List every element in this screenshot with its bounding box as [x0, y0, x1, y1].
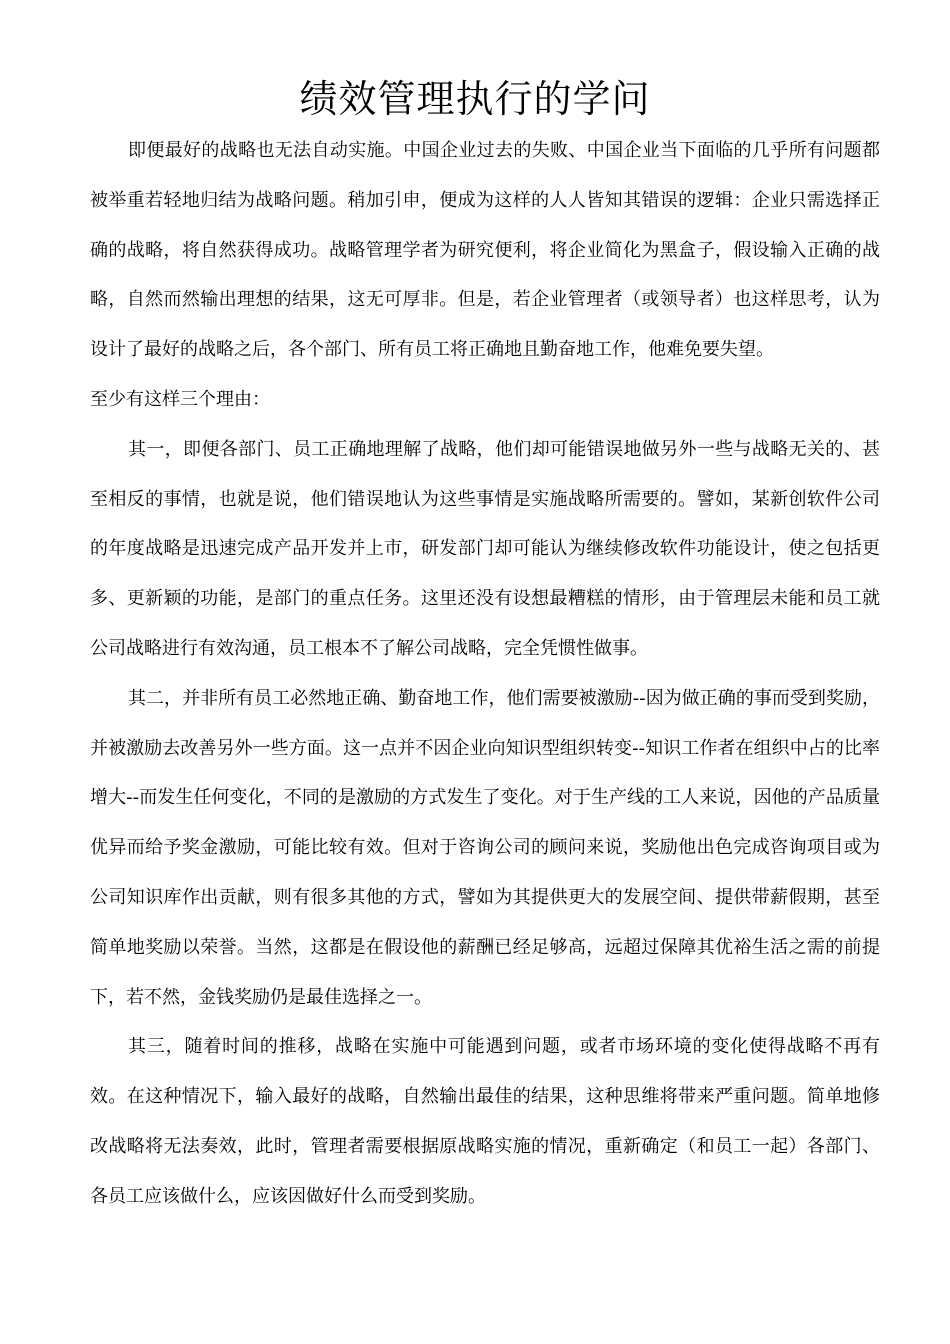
- document-title: 绩效管理执行的学问: [299, 77, 651, 121]
- document-body: [90, 126, 880, 1222]
- paragraph-reasons-lead: 至少有这样三个理由：: [90, 388, 270, 410]
- paragraph-intro: 即便最好的战略也无法自动实施。中国企业过去的失败、中国企业当下面临的几乎所有问题都被举重若轻地归结为战略问题。稍加引申，便成为这样的人人皆知其错误的逻辑：企业只需选择正确的战略，将自然获得成功。战略管理学者为研究便利，将企业简化为黑盒子，假设输入正确的战略，自然而然输出理想的结果，这无可厚非。但是，若企业管理者（或领导者）也这样思考，认为设计了最好的战略之后，各个部门、所有员工将正确地且勤奋地工作，他难免要失望。: [90, 140, 880, 361]
- paragraph-reason-three: 其三，随着时间的推移，战略在实施中可能遇到问题，或者市场环境的变化使得战略不再有效。在这种情况下，输入最好的战略，自然输出最佳的结果，这种思维将带来严重问题。简单地修改战略将无法奏效，此时，管理者需要根据原战略实施的情况，重新确定（和员工一起）各部门、各员工应该做什么，应该因做好什么而受到奖励。: [90, 1036, 880, 1207]
- paragraph-reason-one: 其一，即便各部门、员工正确地理解了战略，他们却可能错误地做另外一些与战略无关的、甚至相反的事情，也就是说，他们错误地认为这些事情是实施战略所需要的。譬如，某新创软件公司的年度战略是迅速完成产品开发并上市，研发部门却可能认为继续修改软件功能设计，使之包括更多、更新颖的功能，是部门的重点任务。这里还没有设想最糟糕的情形，由于管理层未能和员工就公司战略进行有效沟通，员工根本不了解公司战略，完全凭惯性做事。: [90, 438, 880, 659]
- paragraph-reason-two: 其二，并非所有员工必然地正确、勤奋地工作，他们需要被激励--因为做正确的事而受到奖励，并被激励去改善另外一些方面。这一点并不因企业向知识型组织转变--知识工作者在组织中占的比率增大--而发生任何变化，不同的是激励的方式发生了变化。对于生产线的工人来说，因他的产品质量优异而给予奖金激励，可能比较有效。但对于咨询公司的顾问来说，奖励他出色完成咨询项目或为公司知识库作出贡献，则有很多其他的方式，譬如为其提供更大的发展空间、提供带薪假期，甚至简单地奖励以荣誉。当然，这都是在假设他的薪酬已经足够高，远超过保障其优裕生活之需的前提下，若不然，金钱奖励仍是最佳选择之一。: [90, 687, 880, 1008]
